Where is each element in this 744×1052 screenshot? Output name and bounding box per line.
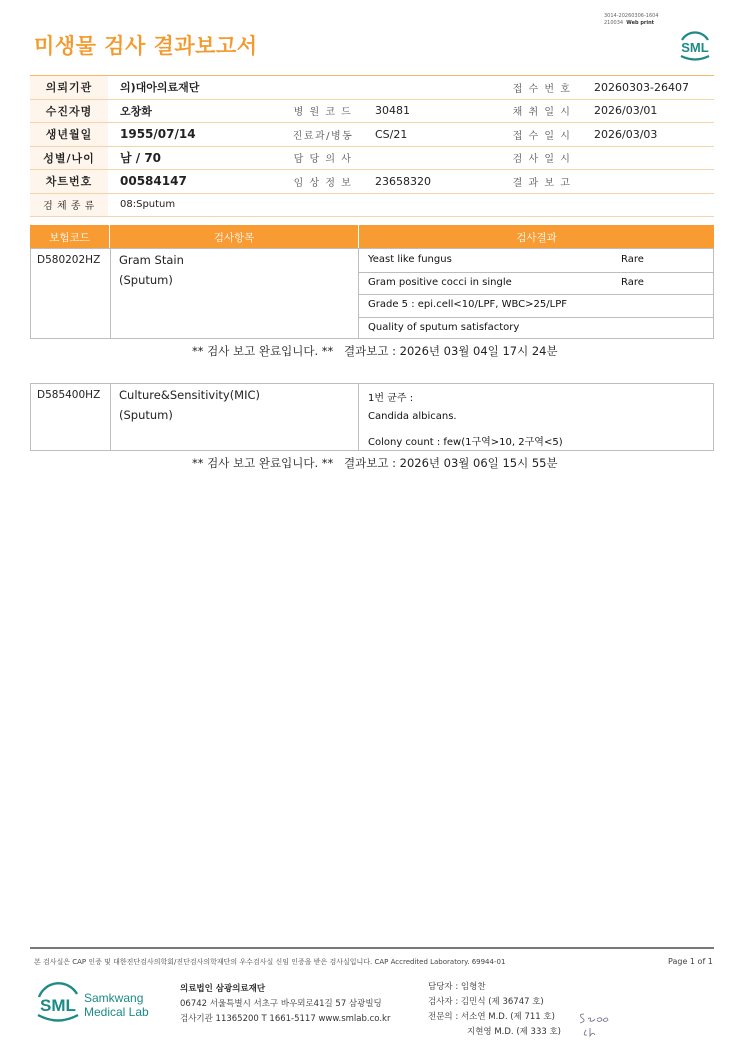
label-birth: 생년월일 (30, 123, 108, 147)
tester-name: 김민식 (제 36747 호) (460, 997, 544, 1007)
print-id: 3014-20260306-1604 (604, 13, 659, 19)
test-code: D585400HZ (37, 389, 101, 401)
result-line: Colony count : few(1구역>10, 2구역<5) (368, 437, 563, 448)
collect-date: 2026/03/01 (582, 99, 714, 123)
hospital-code: 30481 (363, 99, 502, 123)
report-time-1: 결과보고 : 2026년 03월 04일 17시 24분 (344, 344, 558, 358)
specimen: 08:Sputum (108, 193, 714, 217)
signature-image (576, 1008, 616, 1038)
test-specimen: (Sputum) (119, 273, 173, 287)
report-complete-1: ** 검사 보고 완료입니다. ** (192, 344, 334, 358)
page-number: Page 1 of 1 (668, 957, 713, 966)
result-row (359, 249, 713, 273)
result-text: Yeast like fungus (368, 254, 452, 265)
header-result: 검사결과 (516, 232, 557, 244)
birth-date: 1955/07/14 (108, 123, 283, 147)
tester-label: 검사자 : (428, 997, 459, 1007)
institution-address: 06742 서울특별시 서초구 바우뫼로41길 57 삼광빌딩 (180, 999, 382, 1009)
test-specimen: (Sputum) (119, 408, 173, 422)
label-dept: 진료과/병동 (283, 123, 363, 147)
result-line: Candida albicans. (368, 411, 457, 422)
manager-name: 임형찬 (460, 982, 486, 992)
patient-info-table (30, 75, 714, 217)
requester: 의)대아의료재단 (108, 76, 502, 100)
result-row (359, 272, 713, 296)
label-receipt-no: 접 수 번 호 (502, 76, 582, 100)
footer-divider (30, 947, 714, 949)
results-header (30, 225, 714, 248)
label-chart: 차트번호 (30, 170, 108, 194)
print-label: Web print (626, 20, 655, 26)
accreditation-note: 본 검사실은 CAP 인증 및 대한진단검사의학회/진단검사의학재단의 우수검사실 신임 인증을 받은 검사실입니다. CAP Accredited Laboratory. 69944-01 (34, 958, 506, 966)
sml-logo (676, 28, 714, 64)
header-item: 검사항목 (213, 232, 255, 244)
print-stamp (604, 13, 659, 27)
report-title: 미생물 검사 결과보고서 (34, 34, 258, 58)
label-report: 결 과 보 고 (502, 170, 582, 194)
doctor (363, 146, 502, 170)
patient-name: 오창화 (108, 99, 283, 123)
manager-label: 담당자 : (428, 982, 459, 992)
result-text: Quality of sputum satisfactory (368, 321, 520, 333)
sex-age: 남 / 70 (108, 146, 283, 170)
logo-name-2: Medical Lab (84, 1005, 149, 1019)
receipt-no: 20260303-26407 (582, 76, 714, 100)
result-row (359, 294, 713, 318)
staff-info (428, 980, 561, 1040)
label-test-date: 검 사 일 시 (502, 146, 582, 170)
logo-text: SML (681, 40, 709, 55)
report-complete-2: ** 검사 보고 완료입니다. ** (192, 456, 334, 470)
samkwang-logo (36, 982, 152, 1026)
label-patient: 수진자명 (30, 99, 108, 123)
result-text: Grade 5 : epi.cell<10/LPF, WBC>25/LPF (368, 299, 567, 310)
footer-logo-text: SML (40, 996, 76, 1015)
dept: CS/21 (363, 123, 502, 147)
label-collect-date: 채 취 일 시 (502, 99, 582, 123)
chart-number: 00584147 (108, 170, 283, 194)
report-time-2: 결과보고 : 2026년 03월 06일 15시 55분 (344, 456, 558, 470)
test-name: Gram Stain (119, 253, 184, 267)
header-code: 보험코드 (49, 232, 90, 244)
institution-info (180, 982, 390, 1027)
result-text: Gram positive cocci in single (368, 276, 512, 288)
specialist-1: 서소연 M.D. (제 711 호) (460, 1012, 555, 1022)
label-clinical: 임 상 정 보 (283, 170, 363, 194)
logo-name-1: Samkwang (84, 991, 144, 1005)
test-date (582, 146, 714, 170)
result-line: 1번 균주 : (368, 393, 414, 404)
test-name: Culture&Sensitivity(MIC) (119, 388, 261, 402)
test-block-culture (30, 383, 714, 451)
label-doctor: 담 당 의 사 (283, 146, 363, 170)
institution-name: 의료법인 삼광의료재단 (180, 984, 266, 994)
specialist-2: 지현영 M.D. (제 333 호) (467, 1027, 562, 1037)
test-code: D580202HZ (37, 254, 101, 266)
label-specimen: 검 체 종 류 (30, 193, 108, 217)
report-date (582, 170, 714, 194)
label-receipt-date: 접 수 일 시 (502, 123, 582, 147)
receipt-date: 2026/03/03 (582, 123, 714, 147)
label-requester: 의뢰기관 (30, 76, 108, 100)
institution-contact: 검사기관 11365200 T 1661-5117 www.smlab.co.kr (180, 1014, 391, 1024)
print-id-2: 210034 (604, 20, 624, 26)
result-value: Rare (621, 254, 644, 265)
result-value: Rare (621, 276, 644, 288)
clinical-info: 23658320 (363, 170, 502, 194)
label-hospital-code: 병 원 코 드 (283, 99, 363, 123)
label-sex-age: 성별/나이 (30, 146, 108, 170)
specialist-label: 전문의 : (428, 1012, 459, 1022)
result-row (359, 317, 713, 340)
test-block-gram-stain (30, 248, 714, 339)
